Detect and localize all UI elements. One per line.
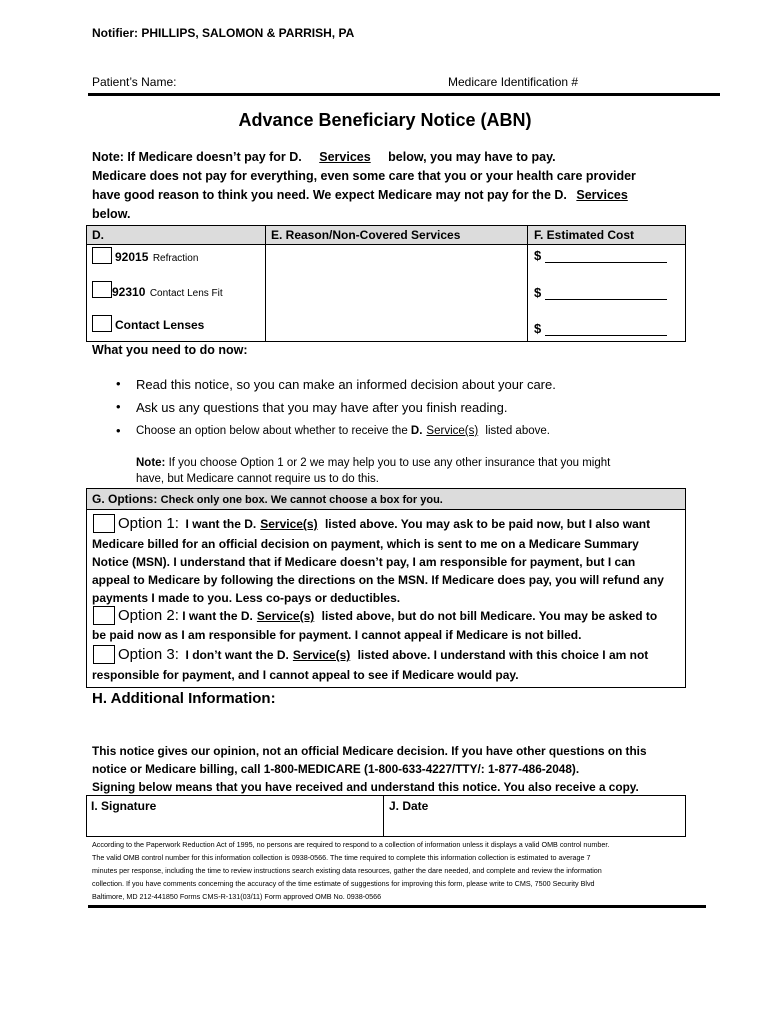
footer-line-2: The valid OMB control number for this information collection is 0938-0566. The time required to complete this information collection is estimated to average 7 xyxy=(92,853,591,862)
note-line-2: Medicare does not pay for everything, even some care that you or your health care provider xyxy=(92,169,636,183)
note-line-3: have good reason to think you need. We expect Medicare may not pay for the D. Services xyxy=(92,188,634,202)
options-header: G. Options: Check only one box. We cannot choose a box for you. xyxy=(87,489,685,510)
footer-line-1: According to the Paperwork Reduction Act of 1995, no persons are required to respond to a collection of information unless it displays a valid OMB control number. xyxy=(92,840,610,849)
bullet-dot: • xyxy=(116,399,121,414)
option-1-checkbox[interactable] xyxy=(93,514,115,533)
service-checkbox-92310[interactable] xyxy=(92,281,112,298)
signature-field[interactable] xyxy=(89,816,379,834)
col-header-e: E. Reason/Non-Covered Services xyxy=(271,228,461,242)
disclaimer-line-2: notice or Medicare billing, call 1-800-MEDICARE (1-800-633-4227/TTY/: 1-877-486-2048). xyxy=(92,762,580,776)
option-1-line-1: Option 1: I want the D. Service(s) listed above. You may ask to be paid now, but I also want xyxy=(118,515,651,532)
todo-note-2: have, but Medicare cannot require us to do this. xyxy=(136,473,379,485)
option-1-line-3: Notice (MSN). I understand that if Medicare doesn’t pay, I am responsible for payment, but I can xyxy=(92,555,636,569)
bullet-dot: • xyxy=(116,376,121,391)
todo-note-1: Note: If you choose Option 1 or 2 we may help you to use any other insurance that you might xyxy=(136,457,611,469)
table-row xyxy=(115,248,198,266)
option-3-checkbox[interactable] xyxy=(93,645,115,664)
cost-field[interactable] xyxy=(545,321,667,336)
todo-item-1: Read this notice, so you can make an informed decision about your care. xyxy=(136,377,556,392)
medicare-id-label: Medicare Identification # xyxy=(448,75,579,89)
col-divider-2 xyxy=(527,226,528,341)
option-2-checkbox[interactable] xyxy=(93,606,115,625)
date-label: J. Date xyxy=(389,799,429,813)
disclaimer-line-3: Signing below means that you have received and understand this notice. You also receive a copy. xyxy=(92,780,639,794)
option-1-line-4: appeal to Medicare by following the directions on the MSN. If Medicare does pay, you will refund any xyxy=(92,573,664,587)
signature-table xyxy=(86,795,686,837)
option-3-line-2: responsible for payment, and I cannot appeal to see if Medicare would pay. xyxy=(92,668,519,682)
cost-field[interactable] xyxy=(545,285,667,300)
service-code: 92015 xyxy=(115,250,149,264)
todo-item-3: Choose an option below about whether to receive the D. Service(s) listed above. xyxy=(136,425,550,437)
service-checkbox-contact-lenses[interactable] xyxy=(92,315,112,332)
option-2-line-1: Option 2: I want the D. Service(s) listed above, but do not bill Medicare. You may be asked to xyxy=(118,607,658,624)
note-line-1: Note: If Medicare doesn’t pay for D. Services below, you may have to pay. xyxy=(92,150,556,164)
cost-symbol: $ xyxy=(534,285,542,300)
service-checkbox-92015[interactable] xyxy=(92,247,112,264)
todo-heading: What you need to do now: xyxy=(92,343,248,357)
cost-field[interactable] xyxy=(545,248,667,263)
footer-line-5: Baltimore, MD 212-441850 Forms CMS-R-131(03/11) Form approved OMB No. 0938-0566 xyxy=(92,892,382,901)
signature-divider xyxy=(383,796,384,836)
signature-label: I. Signature xyxy=(91,799,157,813)
footer-rule xyxy=(88,905,706,908)
page-title: Advance Beneficiary Notice (ABN) xyxy=(238,110,532,130)
disclaimer-line-1: This notice gives our opinion, not an official Medicare decision. If you have other questions on this xyxy=(92,744,647,758)
table-row xyxy=(112,283,223,301)
service-desc: Contact Lenses xyxy=(115,318,205,332)
option-2-line-2: be paid now as I am responsible for payment. I cannot appeal if Medicare is not billed. xyxy=(92,628,582,642)
col-divider-1 xyxy=(265,226,266,341)
cost-symbol: $ xyxy=(534,321,542,336)
note-services-fill-2: Services xyxy=(576,188,628,202)
header-rule xyxy=(88,93,720,96)
col-header-d: D. xyxy=(92,228,104,242)
bullet-dot: • xyxy=(116,423,121,438)
todo-item-2: Ask us any questions that you may have after you finish reading. xyxy=(136,400,508,415)
col-header-f: F. Estimated Cost xyxy=(534,228,635,242)
date-field[interactable] xyxy=(387,816,681,834)
note-line-4: below. xyxy=(92,207,131,221)
option-1-line-5: payments I made to you. Less co-pays or deductibles. xyxy=(92,591,401,605)
additional-info-heading: H. Additional Information: xyxy=(92,690,276,707)
option-3-line-1: Option 3: I don’t want the D. Service(s) listed above. I understand with this choice I am not xyxy=(118,646,649,663)
note-services-fill: Services xyxy=(319,150,371,164)
patient-name-label: Patient’s Name: xyxy=(92,75,177,89)
footer-line-3: minutes per response, including the time to review instructions search existing data resources, gather the dare needed, and complete and review the information xyxy=(92,866,602,875)
table-row xyxy=(115,316,204,334)
service-desc: Contact Lens Fit xyxy=(149,288,223,299)
notifier-line: Notifier: PHILLIPS, SALOMON & PARRISH, PA xyxy=(92,26,355,40)
cost-symbol: $ xyxy=(534,248,542,263)
service-desc: Refraction xyxy=(152,253,199,264)
service-code: 92310 xyxy=(112,285,146,299)
option-1-line-2: Medicare billed for an official decision on payment, which is sent to me on a Medicare Summary xyxy=(92,537,639,551)
services-table xyxy=(86,225,686,342)
footer-line-4: collection. If you have comments concerning the accuracy of the time estimate of suggestions for improving this form, please write to CMS, 7500 Security Blvd xyxy=(92,879,595,888)
